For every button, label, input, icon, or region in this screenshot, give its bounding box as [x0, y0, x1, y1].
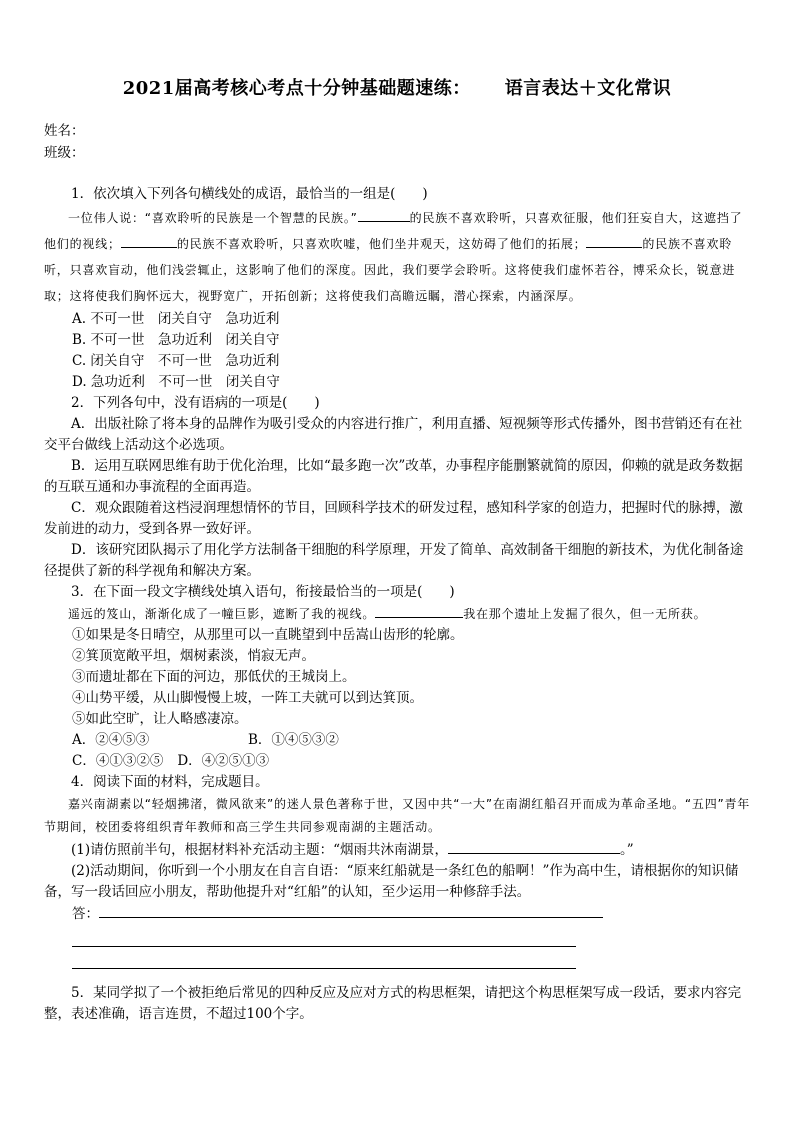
q1-passage	[44, 205, 752, 309]
q3-option-a: A．②④⑤③	[72, 732, 150, 748]
q3-options-cd	[44, 751, 752, 772]
q3-options-ab	[44, 730, 752, 751]
answer-line-2	[72, 925, 576, 947]
q4-sub2: (2)活动期间，你听到一个小朋友在自言自语：“原来红船就是一条红色的船啊！”作为高中生，请根据你的知识储备，写一段话回应小朋友，帮助他提升对“红船”的认知，至少运用一种修辞手法。	[44, 863, 739, 900]
q2-stem: 2．下列各句中，没有语病的一项是( )	[71, 395, 320, 411]
page-title	[0, 74, 794, 100]
q3-passage	[44, 603, 752, 625]
q4-sub1-end: 。”	[620, 842, 634, 858]
q1-option-d: D. 急功近利 不可一世 闭关自守	[72, 374, 280, 390]
q1-blank-3	[586, 233, 642, 248]
q3-item-2: ②箕顶宽敞平坦，烟树素淡，悄寂无声。	[72, 648, 315, 664]
q4-answer	[44, 903, 752, 925]
q1-blank-1	[358, 207, 410, 222]
q1-blank-2	[121, 233, 177, 248]
q1-passage-part: 的民族不喜欢聆听，只喜欢吹嘘，他们坐井观天，这妨碍了他们的拓展；	[176, 237, 587, 251]
answer-line-1	[99, 903, 603, 918]
q2-option-a: A．出版社除了将本身的品牌作为吸引受众的内容进行推广，利用直播、短视频等形式传播外，图书营销还有在社交平台做线上活动这个必选项。	[44, 416, 743, 453]
q3-option-c: C．④①③②⑤	[72, 753, 164, 769]
answer-line-3	[72, 947, 576, 969]
q4-sub1-blank	[448, 839, 620, 854]
title-topic: 语言表达＋文化常识	[504, 78, 672, 99]
questions	[44, 184, 752, 1025]
q3-passage-part: 遥远的笈山，渐渐化成了一幢巨影，遮断了我的视线。	[68, 607, 376, 621]
q1-option-c: C. 闭关自守 不可一世 急功近利	[72, 353, 280, 369]
q3-option-d: D．④②⑤①③	[177, 753, 270, 769]
q3-option-b: B．①④⑤③②	[248, 732, 339, 748]
name-label: 姓名：	[44, 123, 85, 139]
q3-stem: 3．在下面一段文字横线处填入语句，衔接最恰当的一项是( )	[71, 584, 455, 600]
q4-stem: 4．阅读下面的材料，完成题目。	[71, 774, 269, 790]
q1-passage-part: 的民族不喜欢聆听，只喜欢盲动，他们浅尝辄止，这影响了他们的深度。因此，我们要学会聆听。这将使我们虚怀若谷，博采众长，锐意进取；这将使我们胸怀远大，视野宽广，开拓创新；这将使我们高瞻远瞩，潜心探索，内涵深厚。	[44, 237, 736, 303]
q4-passage: 嘉兴南湖素以“轻烟拂渚，微风欲来”的迷人景色著称于世，又因中共“一大”在南湖红船召开而成为革命圣地。“五四”青年节期间，校团委将组织青年教师和高三学生共同参观南湖的主题活动。	[44, 797, 751, 834]
answer-label: 答：	[72, 906, 99, 922]
class-label: 班级：	[44, 145, 85, 161]
q2-option-d: D．该研究团队揭示了用化学方法制备干细胞的科学原理，开发了简单、高效制备干细胞的新技术，为优化制备途径提供了新的科学视角和解决方案。	[44, 542, 744, 579]
q1-passage-part: 的民族不喜欢聆听，只喜欢征服，他们狂妄自大，这遮挡了他们的视线；	[44, 211, 743, 251]
q5-stem: 5．某同学拟了一个被拒绝后常见的四种反应及应对方式的构思框架，请把这个构思框架写成一段话，要求内容完整，表述准确，语言连贯，不超过100个字。	[44, 985, 742, 1022]
q1-passage-part: 一位伟人说：“喜欢聆听的民族是一个智慧的民族。”	[68, 211, 358, 225]
q3-passage-part: 我在那个遗址上发掘了很久，但一无所获。	[463, 607, 707, 621]
q3-item-5: ⑤如此空旷，让人略感凄凉。	[72, 711, 248, 727]
q3-item-1: ①如果是冬日晴空，从那里可以一直眺望到中岳嵩山齿形的轮廓。	[72, 627, 464, 643]
title-main: 2021届高考核心考点十分钟基础题速练：	[122, 78, 471, 99]
q1-option-a: A. 不可一世 闭关自守 急功近利	[72, 311, 280, 327]
q4-sub1-text: (1)请仿照前半句，根据材料补充活动主题：“烟雨共沐南湖景，	[71, 842, 449, 858]
q3-blank	[375, 603, 463, 618]
q3-item-3: ③而遗址都在下面的河边，那低伏的王城岗上。	[72, 669, 356, 685]
q3-item-4: ④山势平缓，从山脚慢慢上坡，一阵工夫就可以到达箕顶。	[72, 690, 423, 706]
q1-stem: 1．依次填入下列各句横线处的成语，最恰当的一组是( )	[71, 186, 428, 202]
q2-option-b: B．运用互联网思维有助于优化治理，比如“最多跑一次”改革，办事程序能删繁就简的原因，仰赖的就是政务数据的互联互通和办事流程的全面再造。	[44, 458, 743, 495]
q1-option-b: B. 不可一世 急功近利 闭关自守	[72, 332, 280, 348]
q4-sub1	[44, 839, 752, 861]
q2-option-c: C．观众跟随着这档浸润理想情怀的节目，回顾科学技术的研发过程，感知科学家的创造力，把握时代的脉搏，激发前进的动力，受到各界一致好评。	[44, 500, 743, 537]
